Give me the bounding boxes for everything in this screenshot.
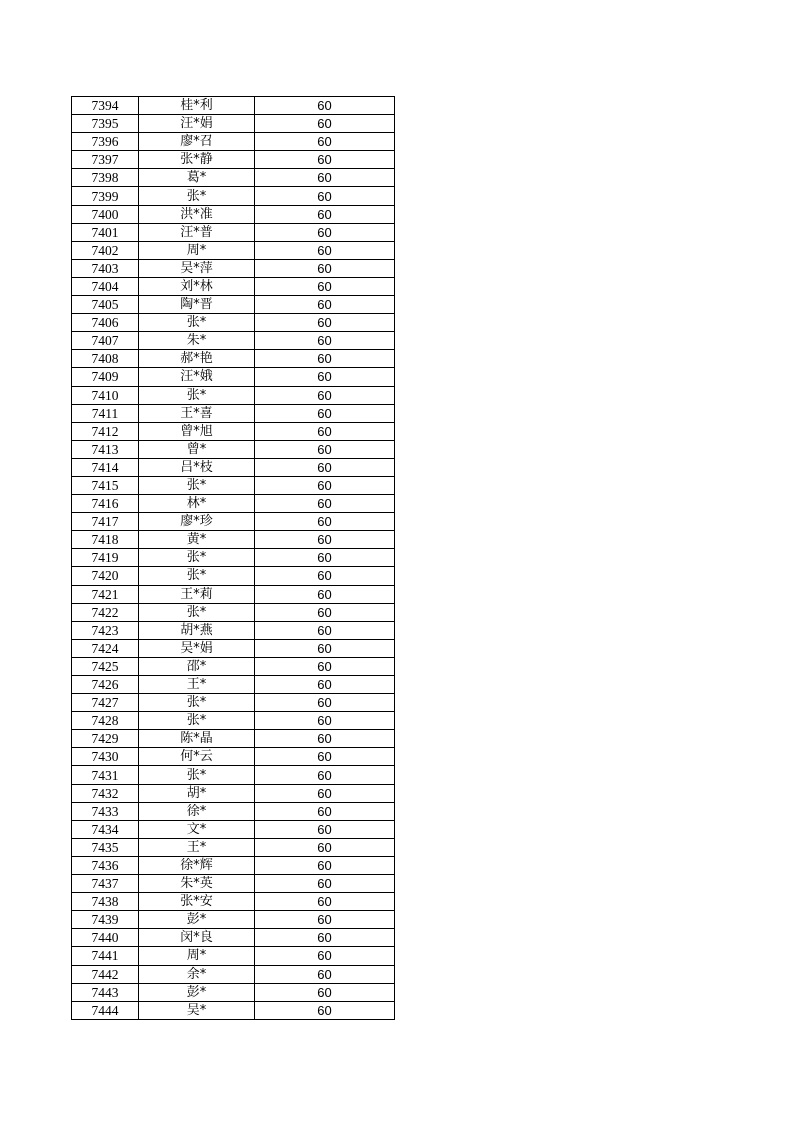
table-row (72, 495, 395, 513)
name-cell: 陶*晋 (139, 296, 255, 314)
table-row (72, 440, 395, 458)
name-cell: 郝*艳 (139, 350, 255, 368)
row-number-cell: 7403 (72, 259, 139, 277)
table-row (72, 531, 395, 549)
row-number-cell: 7429 (72, 730, 139, 748)
score-cell: 60 (255, 549, 395, 567)
name-cell: 徐* (139, 802, 255, 820)
score-cell: 60 (255, 187, 395, 205)
table-row (72, 97, 395, 115)
table-row (72, 983, 395, 1001)
score-cell: 60 (255, 386, 395, 404)
name-cell: 刘*林 (139, 277, 255, 295)
score-cell: 60 (255, 350, 395, 368)
score-cell: 60 (255, 495, 395, 513)
table-row (72, 332, 395, 350)
row-number-cell: 7409 (72, 368, 139, 386)
score-cell: 60 (255, 567, 395, 585)
row-number-cell: 7408 (72, 350, 139, 368)
score-cell: 60 (255, 838, 395, 856)
table-row (72, 911, 395, 929)
row-number-cell: 7407 (72, 332, 139, 350)
row-number-cell: 7444 (72, 1001, 139, 1019)
score-cell: 60 (255, 223, 395, 241)
row-number-cell: 7435 (72, 838, 139, 856)
row-number-cell: 7415 (72, 476, 139, 494)
table-row (72, 694, 395, 712)
table-row (72, 657, 395, 675)
row-number-cell: 7436 (72, 856, 139, 874)
name-cell: 廖*召 (139, 133, 255, 151)
score-table-body (72, 97, 395, 1020)
score-cell: 60 (255, 893, 395, 911)
score-cell: 60 (255, 929, 395, 947)
table-row (72, 115, 395, 133)
table-row (72, 241, 395, 259)
table-row (72, 205, 395, 223)
score-cell: 60 (255, 314, 395, 332)
row-number-cell: 7439 (72, 911, 139, 929)
row-number-cell: 7441 (72, 947, 139, 965)
table-row (72, 965, 395, 983)
table-row (72, 476, 395, 494)
table-row (72, 1001, 395, 1019)
score-cell: 60 (255, 911, 395, 929)
row-number-cell: 7402 (72, 241, 139, 259)
score-cell: 60 (255, 296, 395, 314)
score-cell: 60 (255, 712, 395, 730)
name-cell: 曾* (139, 440, 255, 458)
row-number-cell: 7434 (72, 820, 139, 838)
name-cell: 张*静 (139, 151, 255, 169)
row-number-cell: 7394 (72, 97, 139, 115)
name-cell: 张* (139, 712, 255, 730)
score-cell: 60 (255, 585, 395, 603)
name-cell: 周* (139, 947, 255, 965)
table-row (72, 350, 395, 368)
score-cell: 60 (255, 404, 395, 422)
name-cell: 吕*枝 (139, 458, 255, 476)
score-cell: 60 (255, 259, 395, 277)
row-number-cell: 7423 (72, 621, 139, 639)
table-row (72, 730, 395, 748)
row-number-cell: 7414 (72, 458, 139, 476)
name-cell: 闵*良 (139, 929, 255, 947)
table-row (72, 893, 395, 911)
row-number-cell: 7417 (72, 513, 139, 531)
score-cell: 60 (255, 513, 395, 531)
table-row (72, 151, 395, 169)
score-table (71, 96, 395, 1020)
row-number-cell: 7427 (72, 694, 139, 712)
row-number-cell: 7426 (72, 676, 139, 694)
row-number-cell: 7433 (72, 802, 139, 820)
row-number-cell: 7416 (72, 495, 139, 513)
name-cell: 胡* (139, 784, 255, 802)
name-cell: 张* (139, 187, 255, 205)
score-cell: 60 (255, 458, 395, 476)
name-cell: 洪*准 (139, 205, 255, 223)
score-cell: 60 (255, 97, 395, 115)
row-number-cell: 7396 (72, 133, 139, 151)
table-row (72, 676, 395, 694)
score-cell: 60 (255, 476, 395, 494)
name-cell: 吴* (139, 1001, 255, 1019)
table-row (72, 856, 395, 874)
row-number-cell: 7422 (72, 603, 139, 621)
name-cell: 葛* (139, 169, 255, 187)
row-number-cell: 7410 (72, 386, 139, 404)
score-cell: 60 (255, 784, 395, 802)
score-cell: 60 (255, 947, 395, 965)
name-cell: 余* (139, 965, 255, 983)
name-cell: 徐*辉 (139, 856, 255, 874)
name-cell: 王*莉 (139, 585, 255, 603)
name-cell: 曾*旭 (139, 422, 255, 440)
table-row (72, 223, 395, 241)
row-number-cell: 7428 (72, 712, 139, 730)
table-row (72, 712, 395, 730)
name-cell: 王* (139, 676, 255, 694)
name-cell: 张* (139, 694, 255, 712)
table-row (72, 820, 395, 838)
row-number-cell: 7437 (72, 875, 139, 893)
row-number-cell: 7412 (72, 422, 139, 440)
score-cell: 60 (255, 802, 395, 820)
name-cell: 朱* (139, 332, 255, 350)
score-cell: 60 (255, 875, 395, 893)
table-row (72, 314, 395, 332)
name-cell: 廖*珍 (139, 513, 255, 531)
score-cell: 60 (255, 368, 395, 386)
row-number-cell: 7424 (72, 639, 139, 657)
table-row (72, 187, 395, 205)
name-cell: 吴*萍 (139, 259, 255, 277)
table-row (72, 259, 395, 277)
table-row (72, 404, 395, 422)
row-number-cell: 7418 (72, 531, 139, 549)
score-cell: 60 (255, 820, 395, 838)
table-row (72, 639, 395, 657)
name-cell: 朱*英 (139, 875, 255, 893)
row-number-cell: 7401 (72, 223, 139, 241)
row-number-cell: 7398 (72, 169, 139, 187)
name-cell: 张* (139, 549, 255, 567)
table-row (72, 603, 395, 621)
row-number-cell: 7405 (72, 296, 139, 314)
name-cell: 桂*利 (139, 97, 255, 115)
table-row (72, 277, 395, 295)
row-number-cell: 7430 (72, 748, 139, 766)
score-cell: 60 (255, 422, 395, 440)
table-row (72, 549, 395, 567)
name-cell: 彭* (139, 911, 255, 929)
table-row (72, 875, 395, 893)
score-cell: 60 (255, 151, 395, 169)
table-row (72, 784, 395, 802)
score-cell: 60 (255, 169, 395, 187)
table-row (72, 748, 395, 766)
name-cell: 汪*普 (139, 223, 255, 241)
row-number-cell: 7411 (72, 404, 139, 422)
score-cell: 60 (255, 440, 395, 458)
table-row (72, 368, 395, 386)
score-cell: 60 (255, 603, 395, 621)
name-cell: 汪*娟 (139, 115, 255, 133)
score-cell: 60 (255, 241, 395, 259)
row-number-cell: 7420 (72, 567, 139, 585)
name-cell: 张* (139, 567, 255, 585)
score-cell: 60 (255, 115, 395, 133)
name-cell: 吴*娟 (139, 639, 255, 657)
name-cell: 汪*娥 (139, 368, 255, 386)
score-cell: 60 (255, 983, 395, 1001)
score-cell: 60 (255, 332, 395, 350)
row-number-cell: 7438 (72, 893, 139, 911)
table-row (72, 169, 395, 187)
name-cell: 张* (139, 386, 255, 404)
row-number-cell: 7432 (72, 784, 139, 802)
name-cell: 张* (139, 766, 255, 784)
row-number-cell: 7397 (72, 151, 139, 169)
name-cell: 彭* (139, 983, 255, 1001)
name-cell: 张* (139, 603, 255, 621)
table-row (72, 296, 395, 314)
row-number-cell: 7443 (72, 983, 139, 1001)
row-number-cell: 7419 (72, 549, 139, 567)
score-cell: 60 (255, 766, 395, 784)
score-cell: 60 (255, 856, 395, 874)
row-number-cell: 7400 (72, 205, 139, 223)
score-cell: 60 (255, 1001, 395, 1019)
score-cell: 60 (255, 277, 395, 295)
score-cell: 60 (255, 133, 395, 151)
score-cell: 60 (255, 965, 395, 983)
name-cell: 邵* (139, 657, 255, 675)
score-cell: 60 (255, 639, 395, 657)
name-cell: 周* (139, 241, 255, 259)
score-cell: 60 (255, 748, 395, 766)
score-cell: 60 (255, 621, 395, 639)
table-row (72, 838, 395, 856)
table-row (72, 802, 395, 820)
table-row (72, 513, 395, 531)
row-number-cell: 7425 (72, 657, 139, 675)
table-row (72, 386, 395, 404)
row-number-cell: 7440 (72, 929, 139, 947)
row-number-cell: 7431 (72, 766, 139, 784)
row-number-cell: 7406 (72, 314, 139, 332)
name-cell: 王*喜 (139, 404, 255, 422)
name-cell: 张* (139, 314, 255, 332)
score-cell: 60 (255, 657, 395, 675)
row-number-cell: 7395 (72, 115, 139, 133)
row-number-cell: 7413 (72, 440, 139, 458)
name-cell: 何*云 (139, 748, 255, 766)
table-row (72, 947, 395, 965)
table-row (72, 585, 395, 603)
score-cell: 60 (255, 730, 395, 748)
score-cell: 60 (255, 694, 395, 712)
row-number-cell: 7442 (72, 965, 139, 983)
name-cell: 黄* (139, 531, 255, 549)
table-row (72, 567, 395, 585)
name-cell: 胡*燕 (139, 621, 255, 639)
table-row (72, 766, 395, 784)
name-cell: 陈*晶 (139, 730, 255, 748)
table-row (72, 422, 395, 440)
table-row (72, 458, 395, 476)
table-row (72, 133, 395, 151)
name-cell: 林* (139, 495, 255, 513)
table-row (72, 929, 395, 947)
name-cell: 张*安 (139, 893, 255, 911)
row-number-cell: 7399 (72, 187, 139, 205)
name-cell: 王* (139, 838, 255, 856)
score-cell: 60 (255, 205, 395, 223)
score-cell: 60 (255, 676, 395, 694)
name-cell: 文* (139, 820, 255, 838)
table-row (72, 621, 395, 639)
row-number-cell: 7404 (72, 277, 139, 295)
score-cell: 60 (255, 531, 395, 549)
row-number-cell: 7421 (72, 585, 139, 603)
name-cell: 张* (139, 476, 255, 494)
